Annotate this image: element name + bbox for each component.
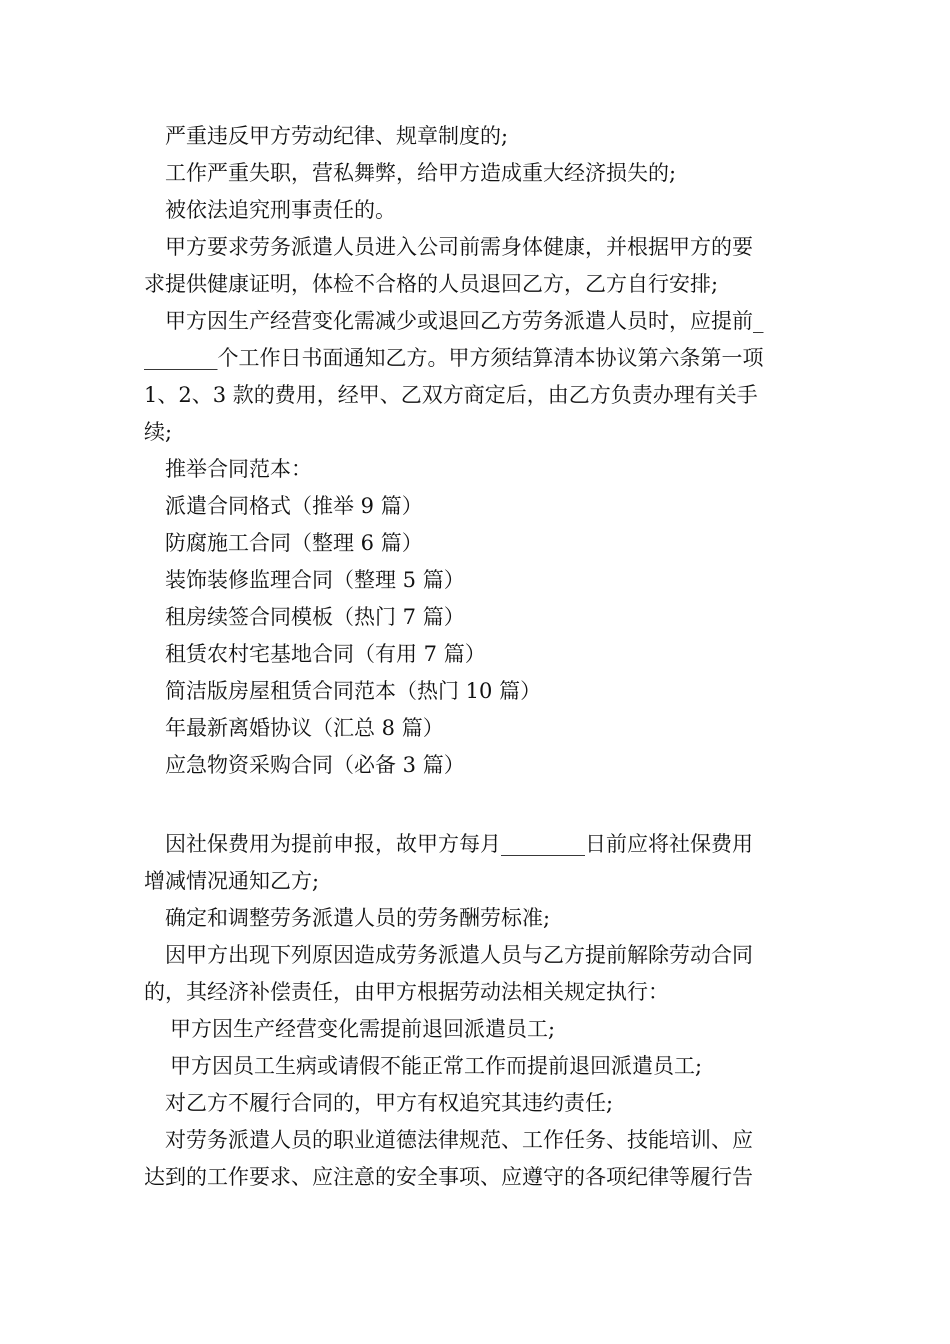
paragraph-line: 增减情况通知乙方; <box>144 869 320 893</box>
paragraph-line: 的，其经济补偿责任，由甲方根据劳动法相关规定执行： <box>144 980 669 1004</box>
paragraph-line: 1、2、3 款的费用，经甲、乙双方商定后，由乙方负责办理有关手 <box>144 383 758 407</box>
list-item[interactable]: 租赁农村宅基地合同（有用 7 篇） <box>165 642 486 666</box>
document-body <box>144 118 808 1196</box>
paragraph-line: 达到的工作要求、应注意的安全事项、应遵守的各项纪律等履行告 <box>144 1165 753 1189</box>
paragraph-line: 工作严重失职，营私舞弊，给甲方造成重大经济损失的; <box>165 161 677 185</box>
paragraph-line: 甲方因生产经营变化需减少或退回乙方劳务派遣人员时，应提前_ <box>165 309 764 333</box>
paragraph-line: 续; <box>144 420 173 444</box>
paragraph-line: 确定和调整劳务派遣人员的劳务酬劳标准; <box>165 906 551 930</box>
paragraph-line: 因社保费用为提前申报，故甲方每月________日前应将社保费用 <box>165 832 753 856</box>
paragraph-line: 对劳务派遣人员的职业道德法律规范、工作任务、技能培训、应 <box>165 1128 753 1152</box>
list-item[interactable]: 派遣合同格式（推举 9 篇） <box>165 494 423 518</box>
paragraph-gap <box>144 784 808 826</box>
list-item[interactable]: 防腐施工合同（整理 6 篇） <box>165 531 423 555</box>
section-heading: 推举合同范本： <box>165 457 312 481</box>
list-item[interactable]: 租房续签合同模板（热门 7 篇） <box>165 605 465 629</box>
paragraph-line: 因甲方出现下列原因造成劳务派遣人员与乙方提前解除劳动合同 <box>165 943 753 967</box>
list-item[interactable]: 应急物资采购合同（必备 3 篇） <box>165 753 465 777</box>
list-item[interactable]: 年最新离婚协议（汇总 8 篇） <box>165 716 444 740</box>
paragraph-line: 被依法追究刑事责任的。 <box>165 198 396 222</box>
paragraph-line: 严重违反甲方劳动纪律、规章制度的; <box>165 124 509 148</box>
list-item[interactable]: 简洁版房屋租赁合同范本（热门 10 篇） <box>165 679 542 703</box>
paragraph-line: 甲方因生产经营变化需提前退回派遣员工; <box>170 1017 556 1041</box>
paragraph-line: 求提供健康证明，体检不合格的人员退回乙方，乙方自行安排; <box>144 272 719 296</box>
paragraph-line: 对乙方不履行合同的，甲方有权追究其违约责任; <box>165 1091 614 1115</box>
paragraph-line: 甲方因员工生病或请假不能正常工作而提前退回派遣员工; <box>170 1054 703 1078</box>
paragraph-line: _______个工作日书面通知乙方。甲方须结算清本协议第六条第一项 <box>144 346 764 370</box>
paragraph-line: 甲方要求劳务派遣人员进入公司前需身体健康，并根据甲方的要 <box>165 235 753 259</box>
list-item[interactable]: 装饰装修监理合同（整理 5 篇） <box>165 568 465 592</box>
